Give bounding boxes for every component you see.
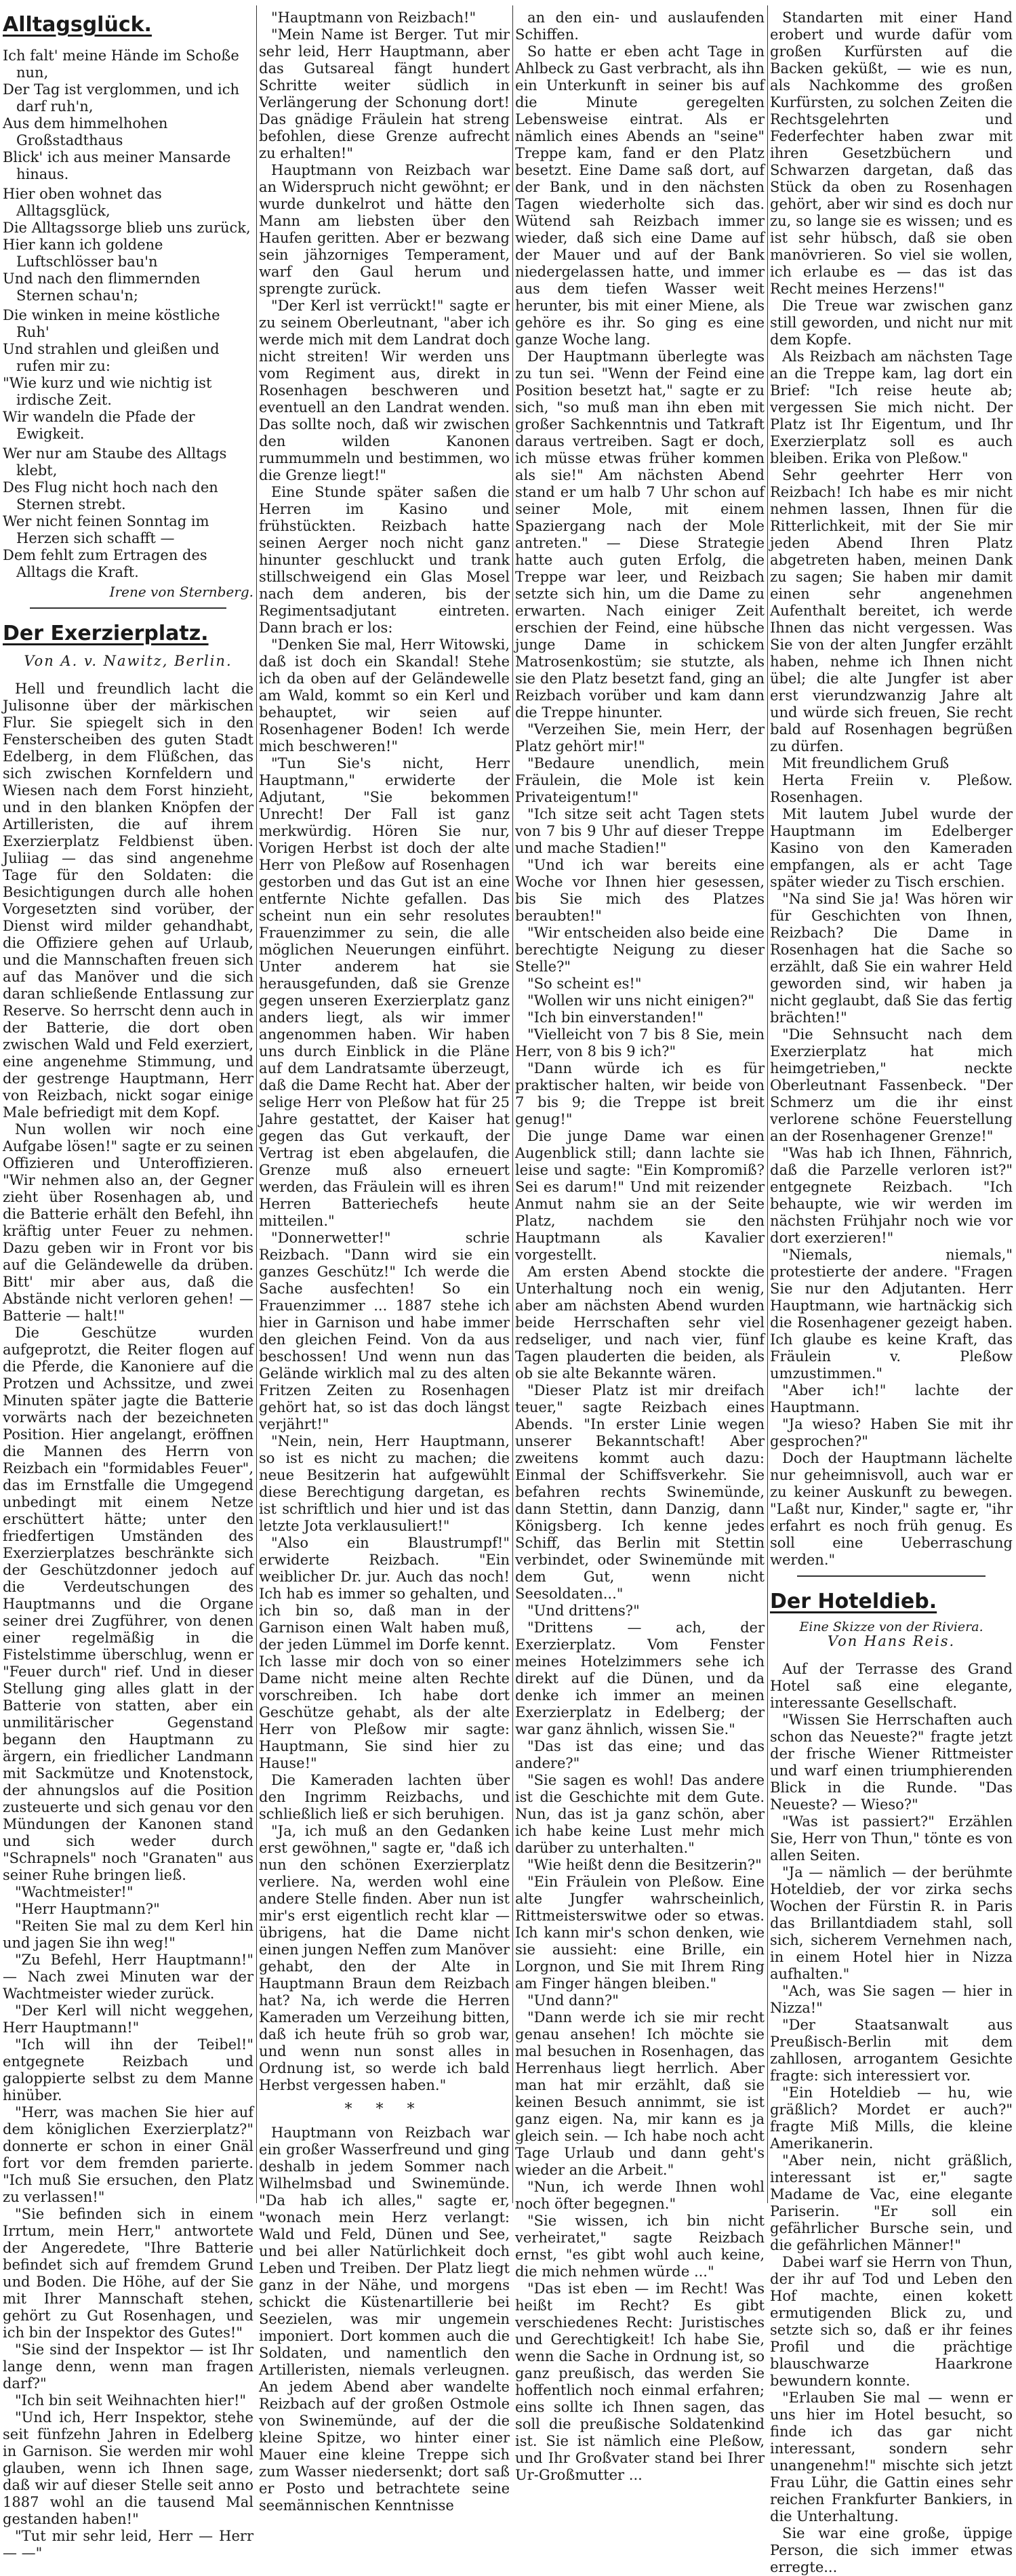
paragraph: "Donnerwetter!" schrie Reizbach. "Dann wird sie ein ganzes Geschütz!" Ich werde die Sache ausfechten! So ein Frauenzimmer ... 1887 stehe ich hier in Garnison und habe immer den gleichen Feind. Von da aus beschossen! Und wenn nun das Gelände wirklich mal zu des alten Fritzen Zeiten zu Rosenhagen gehört hat, so ist das doch längst verjährt!" bbox=[259, 1230, 510, 1432]
paragraph: "Die Sehnsucht nach dem Exerzierplatz hat mich heimgetrieben," neckte Oberleutnant Fassenbeck. "Der Schmerz um die ihr einst verlorene schöne Feuerstellung an der Rosenhagener Grenze!" bbox=[770, 1026, 1013, 1144]
paragraph: Die Treue war zwischen ganz still geworden, und nicht nur mit dem Kopfe. bbox=[770, 298, 1013, 348]
paragraph: "Dann werde ich sie mir recht genau ansehen! Ich möchte sie mal besuchen in Rosenhagen, das Herrenhaus liegt herrlich. Aber man hat mir erzählt, daß sie keinen Besuch annimmt, sie ist ganz eigen. Na, mir kann es ja gleich sein. — Ich habe noch acht Tage Urlaub und dann geht's wieder an die Arbeit." bbox=[515, 2009, 765, 2178]
poem-line: Ich falt' meine Hände im Schoße nun, bbox=[3, 47, 239, 81]
paragraph: "Tut mir sehr leid, Herr — Herr — —" bbox=[3, 2528, 253, 2561]
poem-line: Dem fehlt zum Ertragen des Alltags die Kraft. bbox=[3, 547, 207, 580]
poem-line: Wir wandeln die Pfade der Ewigkeit. bbox=[3, 409, 195, 442]
poem-line: Die Alltagssorge blieb uns zurück, bbox=[3, 220, 251, 236]
paragraph: Doch der Hauptmann lächelte nur geheimnisvoll, auch war er zu keiner Auskunft zu bewegen. "Laßt nur, Kinder," sagte er, "ihr erfahrt es noch früh genug. Es soll eine Ueberraschung werden." bbox=[770, 1450, 1013, 1568]
paragraph: Eine Stunde später saßen die Herren im Kasino und frühstückten. Reizbach hatte seinen Aerger noch nicht ganz hinunter geschluckt und trank stillschweigend ein Glas Mosel nach dem anderen, bis der Regimentsadjutant eintreten. Dann brach er los: bbox=[259, 484, 510, 636]
column-3 bbox=[515, 9, 765, 2483]
paragraph: Die junge Dame war einen Augenblick still; dann lachte sie leise und sagte: "Ein Kompromiß? Sei es darum!" Und mit reizender Anmut nahm sie an der Seite Platz, nachdem sie den Hauptmann als Kavalier vorgestellt. bbox=[515, 1128, 765, 1263]
story2-subtitle: Eine Skizze von der Riviera. bbox=[799, 1619, 983, 1634]
paragraph: "Na sind Sie ja! Was hören wir für Geschichten von Ihnen, Reizbach? Die Dame in Rosenhagen hat die Sache so erzählt, daß Sie ein wahrer Held geworden sind, wir haben ja nicht geglaubt, daß Sie das fertig brächten!" bbox=[770, 891, 1013, 1026]
section-break-stars: * * * bbox=[344, 2101, 424, 2118]
paragraph: "Denken Sie mal, Herr Witowski, daß ist doch ein Skandal! Stehe ich da oben auf der Geländewelle am Wald, kommt so ein Kerl und behauptet, wir seien auf Rosenhagener Boden! Ich werde mich beschweren!" bbox=[259, 637, 510, 754]
story-text bbox=[259, 2125, 510, 2514]
poem-line: Blick' ich aus meiner Mansarde hinaus. bbox=[3, 149, 231, 182]
paragraph: "Herr, was machen Sie hier auf dem königlichen Exerzierplatz?" donnerte er schon in einer Gnäl fort vor dem fremden parierte. "Ich muß Sie ersuchen, den Platz zu verlassen!" bbox=[3, 2104, 253, 2205]
column-rule bbox=[767, 5, 768, 2203]
section-divider bbox=[30, 607, 226, 609]
paragraph: "Und ich, Herr Inspektor, stehe seit fünfzehn Jahren in Edelberg in Garnison. Sie werden mir wohl glauben, wenn ich Ihnen sage, daß wir auf dieser Stelle seit anno 1887 wohl an die tausend Mal gestanden haben!" bbox=[3, 2409, 253, 2527]
paragraph: "Ja — nämlich — der berühmte Hoteldieb, der vor zirka sechs Wochen der Fürstin R. in Paris das Brillantdiadem stahl, soll sich, sicherem Vernehmen nach, in einem Hotel hier in Nizza aufhalten." bbox=[770, 1864, 1013, 1982]
paragraph: Hauptmann von Reizbach war ein großer Wasserfreund und ging deshalb in jedem Sommer nach Wilhelmsbad und Swinemünde. "Da hab ich alles," sagte er, "wonach mein Herz verlangt: Wald und Feld, Dünen und See, und bei aller Natürlichkeit doch Leben und Treiben. Der Platz liegt ganz in der Nähe, und morgens schickt die Küstenartillerie bei Seezielen, was mir ungemein imponiert. Dort kommen auch die Soldaten, und namentlich den Artilleristen, niemals verleugnen. An jedem Abend aber wandelte Reizbach auf der großen Ostmole von Swinemünde, auf der die kleine Spitze, wo hinter einer Mauer eine kleine Treppe sich zum Wasser niedersenkt; dort saß er Posto und betrachtete seine seemännischen Kenntnisse bbox=[259, 2125, 510, 2514]
paragraph: "Wissen Sie Herrschaften auch schon das Neueste?" fragte jetzt der frische Wiener Rittmeister und warf einen triumphierenden Blick in die Runde. "Das Neueste? — Wieso?" bbox=[770, 1712, 1013, 1813]
story-text bbox=[3, 681, 253, 2562]
paragraph: "Ich bin seit Weihnachten hier!" bbox=[15, 2392, 247, 2409]
paragraph: "Dann würde ich es für praktischer halten, wir beide von 7 bis 9; die Treppe ist breit genug!" bbox=[515, 1060, 765, 1127]
paragraph: Herta Freiin v. Pleßow. Rosenhagen. bbox=[770, 772, 1013, 805]
section-divider bbox=[797, 1575, 985, 1577]
paragraph: "Aber nein, nicht gräßlich, interessant ist er," sagte Madame de Vac, eine elegante Pariserin. "Er soll ein gefährlicher Bursche sein, und die gefährlichen Männer!" bbox=[770, 2152, 1013, 2253]
paragraph: Nun wollen wir noch eine Aufgabe lösen!" sagte er zu seinen Offizieren und Unteroffizieren. "Wir nehmen also an, der Gegner zieht über Rosenhagen ab, und die Batterie erhält den Befehl, ihn kräftig unter Feuer zu nehmen. Dazu geben wir in Front vor bis auf die Geländewelle da drüben. Bitt' mir aber aus, daß die Abstände nicht verloren gehen! — Batterie — halt!" bbox=[3, 1121, 253, 1324]
paragraph: "Erlauben Sie mal — wenn er uns hier im Hotel besucht, so finde ich das gar nicht interessant, sondern sehr unangenehm!" mischte sich jetzt Frau Lühr, die Gattin eines sehr reichen Frankfurter Bankiers, in die Unterhaltung. bbox=[770, 2390, 1013, 2524]
paragraph: "Sie sind der Inspektor — ist Ihr lange denn, wenn man fragen darf?" bbox=[3, 2341, 253, 2392]
poem bbox=[3, 47, 253, 581]
paragraph: "Ja wieso? Haben Sie mit ihr gesprochen?" bbox=[770, 1416, 1013, 1449]
paragraph: Sehr geehrter Herr von Reizbach! Ich habe es mir nicht nehmen lassen, Ihnen für die Ritterlichkeit, mit der Sie mir jeden Abend Ihren Platz abgetreten haben, meinen Dank zu sagen; Sie haben mir damit einen sehr angenehmen Aufenthalt bereitet, ich werde Ihnen das nicht vergessen. Was Sie von der alten Jungfer erzählt haben, nehme ich Ihnen nicht übel; die alte Jungfer ist aber erst vierundzwanzig Jahre alt und würde sich freuen, Sie recht bald auf Rosenhagen begrüßen zu dürfen. bbox=[770, 467, 1013, 754]
paragraph: "Ja, ich muß an den Gedanken erst gewöhnen," sagte er, "daß ich nun den schönen Exerzierplatz verliere. Na, werden wohl eine andere Stelle finden. Aber nun ist mir's erst eigentlich recht klar — übrigens, hat die Dame nicht einen jungen Neffen zum Manöver gehabt, den der Alte in Hauptmann Braun dem Reizbach hat? Na, ich werde die Herren Kameraden um Verzeihung bitten, daß ich heute früh so grob war, und wenn nun sonst alles in Ordnung ist, so werde ich bald Herbst vergessen haben." bbox=[259, 1823, 510, 2093]
paragraph: Sie war eine große, üppige Person, die sich immer etwas erregte... bbox=[770, 2525, 1013, 2575]
paragraph: "Das ist das eine; und das andere?" bbox=[515, 1738, 765, 1771]
column-2 bbox=[259, 9, 510, 2514]
story-text bbox=[770, 9, 1013, 1569]
paragraph: Die Kameraden lachten über den Ingrimm Reizbachs, und schließlich ließ er sich beruhigen. bbox=[259, 1772, 510, 1822]
paragraph: "Ein Hoteldieb — hu, wie gräßlich? Mordet er auch?" fragte Miß Mills, die kleine Amerikanerin. bbox=[770, 2085, 1013, 2152]
poem-line: Aus dem himmelhohen Großstadthaus bbox=[3, 115, 168, 148]
story-title: Der Exerzierplatz. bbox=[3, 622, 209, 645]
paragraph: "Drittens — ach, der Exerzierplatz. Vom Fenster meines Hotelzimmers sehe ich direkt auf die Dünen, und da denke ich immer an meinen Exerzierplatz in Edelberg; der war ganz ähnlich, wissen Sie." bbox=[515, 1619, 765, 1737]
paragraph: Am ersten Abend stockte die Unterhaltung noch ein wenig, aber am nächsten Abend wurden beide Herrschaften sehr viel redseliger, und nach vier, fünf Tagen plauderten die beiden, als ob sie alte Bekannte wären. bbox=[515, 1264, 765, 1382]
paragraph: "Also ein Blaustrumpf!" erwiderte Reizbach. "Ein weiblicher Dr. jur. Auch das noch! Ich hab es immer so gehalten, und ich bin so, daß man in der Garnison einen Walt haben muß, der jeden Lümmel im Dorfe kennt. Ich lasse mir doch von so einer Dame nicht meine alten Rechte vorschreiben. Ich habe dort Geschütze gehabt, als der alte Herr von Pleßow mir sagte: Hauptmann, Sie sind hier zu Hause!" bbox=[259, 1535, 510, 1771]
poem-line: Die winken in meine köstliche Ruh' bbox=[3, 307, 220, 340]
story2-byline: Von Hans Reis. bbox=[827, 1633, 956, 1649]
paragraph: "Ich will ihn der Teibel!" entgegnete Reizbach und galoppierte selbst zu dem Manne hinüber. bbox=[3, 2036, 253, 2104]
paragraph: "Mein Name ist Berger. Tut mir sehr leid, Herr Hauptmann, aber das Gutsareal fängt hundert Schritte weiter südlich in Verlängerung der Schonung dort! Das gnädige Fräulein hat streng befohlen, diese Grenze aufrecht zu erhalten!" bbox=[259, 26, 510, 161]
paragraph: "Hauptmann von Reizbach!" bbox=[271, 9, 476, 26]
paragraph: "Dieser Platz ist mir dreifach teuer," sagte Reizbach eines Abends. "In erster Linie wegen unserer Bekanntschaft! Aber zweitens kommt auch dazu: Einmal der Schiffsverkehr. Sie befahren rechts Swinemünde, dann Stettin, dann Danzig, dann Königsberg. Ich kenne jedes Schiff, das Berlin mit Stettin verbindet, oder Swinemünde mit dem Gut, wenn nicht Seesoldaten..." bbox=[515, 1382, 765, 1602]
paragraph: "Sie sagen es wohl! Das andere ist die Geschichte mit dem Gute. Nun, das ist ja ganz schön, aber ich habe keine Lust mehr mich darüber zu unterhalten." bbox=[515, 1772, 765, 1856]
paragraph: Als Reizbach am nächsten Tage an die Treppe kam, lag dort ein Brief: "Ich reise heute ab; vergessen Sie mich nicht. Der Platz ist Ihr Eigentum, und Ihr Exerzierplatz soll es auch bleiben. Erika von Pleßow." bbox=[770, 348, 1013, 466]
paragraph: "So scheint es!" bbox=[527, 975, 642, 992]
paragraph: "Wie heißt denn die Besitzerin?" bbox=[527, 1857, 762, 1873]
story2-title: Der Hoteldieb. bbox=[770, 1590, 937, 1613]
poem-stanza bbox=[3, 47, 253, 183]
paragraph: "Wir entscheiden also beide eine berechtigte Neigung zu dieser Stelle?" bbox=[515, 925, 765, 975]
paragraph: "Was hab ich Ihnen, Fähnrich, daß die Parzelle verloren ist?" entgegnete Reizbach. "Ich behaupte, wie wir werden im nächsten Frühjahr noch wie vor dort exerzieren!" bbox=[770, 1145, 1013, 1246]
paragraph: "Nein, nein, Herr Hauptmann, so ist es nicht zu machen; die neue Besitzerin hat aufgewühlt diese Berechtigung dargetan, es ist schriftlich und hier und ist das letzte Jota verklausuliert!" bbox=[259, 1433, 510, 1534]
poem-author: Irene von Sternberg. bbox=[109, 584, 253, 600]
paragraph: "Das ist eben — im Recht! Was heißt im Recht? Es gibt verschiedenes Recht: Juristisches und Gerechtigkeit! Ich habe Sie, wenn die Sache in Ordnung ist, so ganz preußisch, das werden Sie hoffentlich noch einmal erfahren; eins sollte ich Ihnen sagen, das soll die preußische Soldatenkind ist. Sie ist nämlich eine Pleßow, und Ihr Großvater stand bei Ihrer Ur-Großmutter ... bbox=[515, 2280, 765, 2483]
poem-line: Und strahlen und gleißen und rufen mir zu: bbox=[3, 341, 220, 374]
paragraph: "Sie befinden sich in einem Irrtum, mein Herr," antwortete der Angeredete, "Ihre Batterie befindet sich auf fremdem Grund und Boden. Die Höhe, auf der Sie mit Ihrer Mannschaft stehen, gehört zu Gut Rosenhagen, und ich bin der Inspektor des Gutes!" bbox=[3, 2206, 253, 2341]
paragraph: "Tun Sie's nicht, Herr Hauptmann," erwiderte der Adjutant, "Sie bekommen Unrecht! Der Fall ist ganz merkwürdig. Hören Sie nur, Vorigen Herbst ist doch der alte Herr von Pleßow auf Rosenhagen gestorben und das Gut ist an eine entfernte Nichte gefallen. Das scheint nun ein sehr resolutes Frauenzimmer zu sein, die alle möglichen Neuerungen einführt. Unter anderem hat sie herausgefunden, daß sie Grenze gegen unseren Exerzierplatz ganz anders liegt, als wir immer angenommen haben. Wir haben uns durch Einblick in die Pläne auf dem Landratsamte überzeugt, daß die Dame Recht hat. Aber der selige Herr von Pleßow hat für 25 Jahre gestattet, der Kaiser hat gegen das Gut verkauft, der Vertrag ist eben abgelaufen, die Grenze muß also erneuert werden, das Fräulein will es ihren Herren Batteriechefs heute mitteilen." bbox=[259, 755, 510, 1229]
poem-line: "Wie kurz und wie nichtig ist irdische Zeit. bbox=[3, 375, 212, 408]
paragraph: an den ein- und auslaufenden Schiffen. bbox=[515, 9, 765, 43]
poem-stanza bbox=[3, 445, 253, 581]
paragraph: "Und ich war bereits eine Woche vor Ihnen hier gesessen, bis Sie mich des Platzes beraubten!" bbox=[515, 857, 765, 924]
paragraph: "Herr Hauptmann?" bbox=[15, 1901, 160, 1917]
paragraph: "Reiten Sie mal zu dem Kerl hin und jagen Sie ihn weg!" bbox=[3, 1918, 253, 1951]
paragraph: "Was ist passiert?" Erzählen Sie, Herr von Thun," tönte es von allen Seiten. bbox=[770, 1813, 1013, 1864]
paragraph: "Wollen wir uns nicht einigen?" bbox=[527, 992, 754, 1009]
paragraph: Mit lautem Jubel wurde der Hauptmann im Edelberger Kasino von den Kameraden empfangen, als er acht Tage später wieder zu Tisch erschien. bbox=[770, 806, 1013, 890]
paragraph: "Ich bin einverstanden!" bbox=[527, 1009, 704, 1026]
paragraph: "Niemals, niemals," protestierte der andere. "Fragen Sie nur den Adjutanten. Herr Hauptmann, wie hartnäckig sich die Rosenhagener gezeigt haben. Ich glaube es keine Kraft, das Fräulein v. Pleßow umzustimmen." bbox=[770, 1247, 1013, 1382]
poem-line: Wer nur am Staube des Alltags klebt, bbox=[3, 445, 227, 479]
paragraph: So hatte er eben acht Tage in Ahlbeck zu Gast verbracht, als ihn ein Unterkunft in seiner bis auf die Minute geregelten Lebensweise eintrat. Als er nämlich eines Abends an "seine" Treppe kam, fand er den Platz besetzt. Eine Dame saß dort, auf der Bank, und in den nächsten Tagen wiederholte sich das. Wütend sah Reizbach immer wieder, daß sich eine Dame auf der Mauer und auf der Bank niedergelassen hatte, und immer aus dem tiefen Wasser weit herunter, bis mit einer Miene, als gehöre es ihr. So ging es eine ganze Woche lang. bbox=[515, 43, 765, 348]
paragraph: "Sie wissen, ich bin nicht verheiratet," sagte Reizbach ernst, "es gibt wohl auch keine, die mich nehmen würde ..." bbox=[515, 2213, 765, 2280]
paragraph: Hauptmann von Reizbach war an Widerspruch nicht gewöhnt; er wurde dunkelrot und hätte den Mann am liebsten über den Haufen geritten. Aber er bezwang sein jähzorniges Temperament, warf den Gaul herum und sprengte zurück. bbox=[259, 162, 510, 297]
paragraph: "Ich sitze seit acht Tagen stets von 7 bis 9 Uhr auf dieser Treppe und mache Stadien!" bbox=[515, 806, 765, 856]
paragraph: "Bedaure unendlich, mein Fräulein, die Mole ist kein Privateigentum!" bbox=[515, 755, 765, 805]
poem-line: Hier kann ich goldene Luftschlösser bau'n bbox=[3, 237, 163, 270]
poem-stanza bbox=[3, 307, 253, 443]
column-4 bbox=[770, 9, 1013, 2575]
poem-title: Alltagsglück. bbox=[3, 13, 152, 37]
poem-line: Wer nicht feinen Sonntag im Herzen sich schafft — bbox=[3, 513, 209, 546]
paragraph: "Ein Fräulein von Pleßow. Eine alte Jungfer wahrscheinlich, Rittmeisterswitwe oder so etwas. Ich kann mir's schon denken, wie sie aussieht: eine Brille, ein Lorgnon, und Sie mit Ihrem Ring am Finger hängen bleiben." bbox=[515, 1874, 765, 1992]
paragraph: Standarten mit einer Hand erobert und wurde dafür vom großen Kurfürsten auf die Backen geküßt, — wie es nun, als Nachkomme des großen Kurfürsten, zu solchen Zeiten die Rechtsgelehrten und Federfechter haben zwar mit ihren Gesetzbüchern und Schwarzen dargetan, daß das Stück da oben zu Rosenhagen gehört, aber wir sind es doch nur zu, so lange sie es wissen; und es ist sehr hübsch, daß sie oben manövrieren. So viel sie wollen, ich erlaube es — das ist das Recht meines Herzens!" bbox=[770, 9, 1013, 297]
paragraph: "Der Kerl ist verrückt!" sagte er zu seinem Oberleutnant, "aber ich werde mich mit dem Landrat doch nicht streiten! Wir werden uns vom Regiment aus, direkt in Rosenhagen beschweren und eventuell an den Landrat wenden. Das sollte noch, daß wir zwischen den wilden Kanonen rummummeln und bestimmen, wo die Grenze liegt!" bbox=[259, 298, 510, 483]
paragraph: "Verzeihen Sie, mein Herr, der Platz gehört mir!" bbox=[515, 721, 765, 754]
paragraph: Der Hauptmann überlegte was zu tun sei. "Wenn der Feind eine Position besetzt hat," sagte er zu sich, "so muß man ihn eben mit großer Sachkenntnis und Tatkraft daraus vertreiben. Sagt er doch, ich müsse etwas früher kommen als sie!" Am nächsten Abend stand er um halb 7 Uhr schon auf seiner Mole, mit einem Spaziergang nach der Mole antreten." — Diese Strategie hatte auch guten Erfolg, die Treppe war leer, und Reizbach setzte sich hin, um die Dame zu erwarten. Nach einiger Zeit erschien der Feind, eine hübsche junge Dame in schickem Matrosenkostüm; sie stutzte, als sie den Platz besetzt fand, ging an Reizbach vorüber und kam dann die Treppe hinunter. bbox=[515, 348, 765, 721]
story-text bbox=[259, 9, 510, 2094]
paragraph: "Und drittens?" bbox=[527, 1603, 640, 1619]
column-rule bbox=[512, 5, 513, 2203]
paragraph: "Vielleicht von 7 bis 8 Sie, mein Herr, von 8 bis 9 ich?" bbox=[515, 1026, 765, 1060]
paragraph: "Ach, was Sie sagen — hier in Nizza!" bbox=[770, 1983, 1013, 2016]
poem-line: Hier oben wohnet das Alltagsglück, bbox=[3, 186, 162, 219]
paragraph: "Zu Befehl, Herr Hauptmann!" — Nach zwei Minuten war der Wachtmeister wieder zurück. bbox=[3, 1952, 253, 2002]
paragraph: "Aber ich!" lachte der Hauptmann. bbox=[770, 1382, 1013, 1415]
column-rule bbox=[256, 5, 257, 2203]
paragraph: "Und dann?" bbox=[527, 1992, 619, 2009]
poem-line: Der Tag ist verglommen, und ich darf ruh'n, bbox=[3, 81, 240, 115]
poem-line: Des Flug nicht hoch nach den Sternen strebt. bbox=[3, 479, 218, 512]
paragraph: Hell und freundlich lacht die Julisonne über der märkischen Flur. Sie spiegelt sich in den Fensterscheiben des guten Stadt Edelberg, in dem Flüßchen, das sich zwischen Kornfeldern und Wiesen nach dem Forst hinzieht, und in den blanken Knöpfen der Artilleristen, die auf ihrem Exerzierplatz Feldbienst üben. Juliiag — das sind angenehme Tage für den Soldaten: die Besichtigungen durch alle hohen Vorgesetzten sind vorüber, der Dienst wird milder gehandhabt, die Offiziere gehen auf Urlaub, und die Mannschaften freuen sich auf das Manöver und die sich daran schließende Entlassung zur Reserve. So herrscht denn auch in der Batterie, die dort oben zwischen Wald und Feld exerziert, eine angenehme Stimmung, und der gestrenge Hauptmann, Herr von Reizbach, nickt sogar einige Male befriedigt mit dem Kopf. bbox=[3, 681, 253, 1121]
paragraph: Auf der Terrasse des Grand Hotel saß eine elegante, interessante Gesellschaft. bbox=[770, 1661, 1013, 1711]
paragraph: Dabei warf sie Herrn von Thun, der ihr auf Tod und Leben den Hof machte, einen kokett ermutigenden Blick zu, und setzte sich so, daß er ihr feines Profil und die prächtige blauschwarze Haarkrone bewundern konnte. bbox=[770, 2254, 1013, 2389]
paragraph: "Wachtmeister!" bbox=[15, 1884, 134, 1900]
story-byline: Von A. v. Nawitz, Berlin. bbox=[24, 653, 232, 669]
story-text bbox=[770, 1661, 1013, 2576]
paragraph: Mit freundlichem Gruß bbox=[782, 755, 950, 771]
paragraph: "Nun, ich werde Ihnen wohl noch öfter begegnen." bbox=[515, 2179, 765, 2212]
paragraph: "Der Staatsanwalt aus Preußisch-Berlin mit dem zahllosen, arrogantem Gesichte fragte: sich interessiert vor. bbox=[770, 2017, 1013, 2084]
paragraph: Die Geschütze wurden aufgeprotzt, die Reiter flogen auf die Pferde, die Kanoniere auf die Protzen und Achssitze, und zwei Minuten später jagte die Batterie vorwärts nach der bezeichneten Position. Hier angelangt, eröffnen die Mannen des Herrn von Reizbach ein "formidables Feuer", das im Ernstfalle die Umgegend unbedingt mit einem Netze erschüttert hätte; unter den friedfertigen Umständen des Exerzierplatzes beschränkte sich der Geschützdonner jedoch auf die Verdeutschungen des Hauptmanns und die Organe seiner drei Zugführer, von denen einer regelmäßig in die Fistelstimme überschlug, wenn er "Feuer durch" rief. Und in dieser Stellung ging alles glatt in der Batterie von statten, aber ein unmilitärischer Gegenstand begann den Hauptmann zu ärgern, ein friedlicher Landmann mit Sackmütze und Knotenstock, der ahnungslos auf die Position zusteuerte und sich genau vor den Mündungen der Kanonen stand und sich weder durch "Schrapnels" noch "Granaten" aus seiner Ruhe bringen ließ. bbox=[3, 1325, 253, 1883]
poem-line: Und nach den flimmernden Sternen schau'n; bbox=[3, 270, 201, 304]
paragraph: "Der Kerl will nicht weggehen, Herr Hauptmann!" bbox=[3, 2003, 253, 2036]
story-text bbox=[515, 9, 765, 2484]
poem-stanza bbox=[3, 186, 253, 304]
column-1 bbox=[3, 9, 253, 2561]
